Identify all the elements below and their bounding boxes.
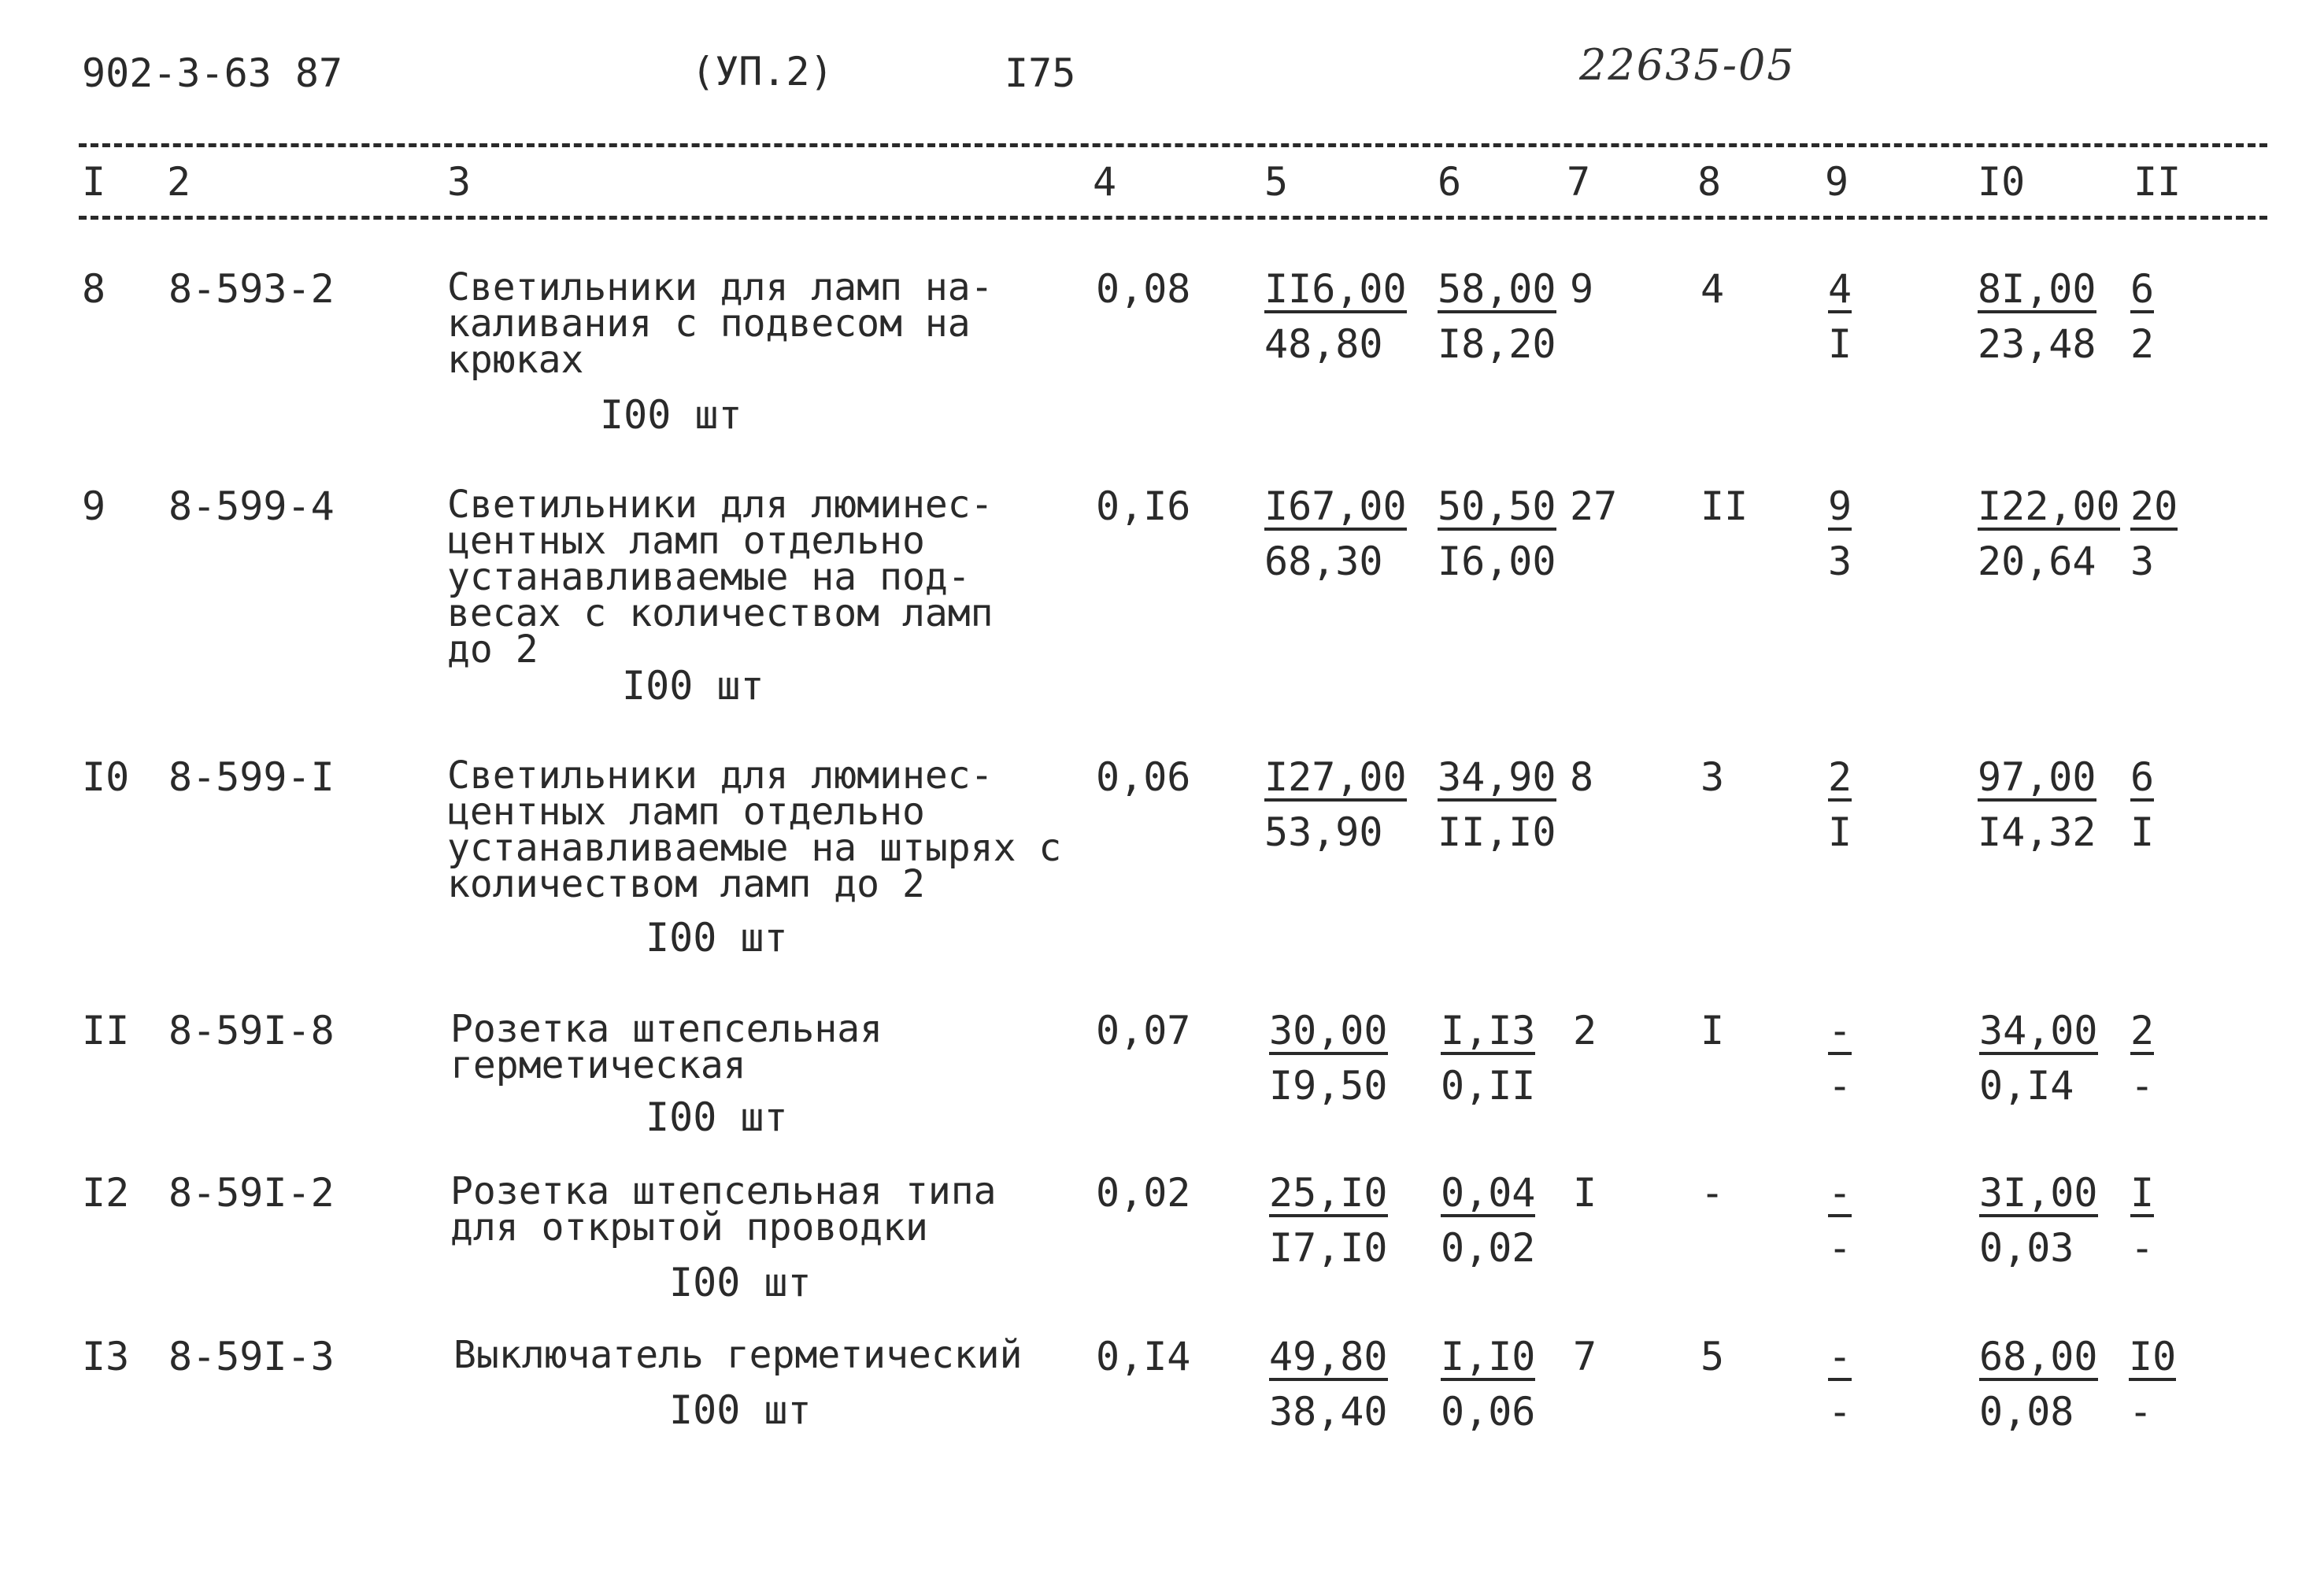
item-unit: I00 шт [669, 1260, 812, 1305]
col6-bottom-value: I6,00 [1438, 539, 1556, 584]
item-description: Светильники для люминес- центных ламп отдельно устанавливаемые на штырях с количеством ламп до 2 [447, 753, 1062, 906]
col7-value: 7 [1573, 1334, 1597, 1379]
col10-bottom-value: I4,32 [1978, 809, 2096, 855]
col10-top-value: 3I,00 [1979, 1170, 2098, 1216]
col10-bottom-value: 23,48 [1978, 321, 2096, 367]
doc-code: 902-3-63 87 [82, 50, 343, 96]
col6-bottom-value: 0,II [1441, 1063, 1536, 1109]
column-number: 3 [447, 159, 472, 205]
sheet-number: 22635-05 [1579, 40, 1796, 90]
col5-bottom-value: 48,80 [1264, 321, 1383, 367]
column-number: 4 [1093, 159, 1117, 205]
quantity: 0,07 [1096, 1008, 1191, 1053]
col7-value: 27 [1570, 483, 1618, 529]
col11-top-value: 6 [2130, 266, 2155, 312]
item-unit: I00 шт [600, 392, 742, 438]
col7-value: 8 [1570, 754, 1594, 800]
row-number: I2 [82, 1170, 130, 1216]
col10-bottom-value: 0,03 [1979, 1225, 2074, 1271]
col9-bottom-value: I [1828, 809, 1852, 855]
quantity: 0,I4 [1096, 1334, 1191, 1379]
item-description: Выключатель герметический [453, 1333, 1023, 1377]
column-number: 7 [1567, 159, 1591, 205]
col11-bottom-value: 3 [2130, 539, 2155, 584]
col7-value: I [1573, 1170, 1597, 1216]
col8-value: 4 [1700, 266, 1725, 312]
col11-top-value: I0 [2129, 1334, 2177, 1379]
col7-value: 9 [1570, 266, 1594, 312]
row-number: I0 [82, 754, 130, 800]
col6-top-value: I,I0 [1441, 1334, 1536, 1379]
column-number: I [82, 159, 106, 205]
col6-top-value: 50,50 [1438, 483, 1556, 529]
col6-bottom-value: 0,06 [1441, 1389, 1536, 1435]
col6-bottom-value: II,I0 [1438, 809, 1556, 855]
col5-bottom-value: I9,50 [1269, 1063, 1388, 1109]
column-number: I0 [1978, 159, 2026, 205]
col9-top-value: - [1828, 1170, 1852, 1216]
item-unit: I00 шт [669, 1387, 812, 1433]
col6-bottom-value: 0,02 [1441, 1225, 1536, 1271]
col6-bottom-value: I8,20 [1438, 321, 1556, 367]
col9-bottom-value: - [1828, 1063, 1852, 1109]
col11-top-value: 20 [2130, 483, 2178, 529]
item-description: Розетка штепсельная герметическая [450, 1007, 883, 1087]
item-unit: I00 шт [646, 915, 788, 961]
column-number: 9 [1825, 159, 1849, 205]
col10-bottom-value: 20,64 [1978, 539, 2096, 584]
col6-top-value: 58,00 [1438, 266, 1556, 312]
col5-bottom-value: 53,90 [1264, 809, 1383, 855]
col11-top-value: I [2130, 1170, 2155, 1216]
column-number: 8 [1697, 159, 1722, 205]
col11-top-value: 2 [2130, 1008, 2155, 1053]
col9-bottom-value: 3 [1828, 539, 1852, 584]
col10-top-value: 34,00 [1979, 1008, 2098, 1053]
rate-code: 8-599-4 [168, 483, 335, 529]
item-description: Светильники для люминес- центных ламп отдельно устанавливаемые на под- весах с количеством ламп до 2 [447, 483, 994, 672]
column-number: 2 [167, 159, 191, 205]
col9-bottom-value: - [1828, 1389, 1852, 1435]
col9-top-value: - [1828, 1008, 1852, 1053]
column-number: 5 [1264, 159, 1289, 205]
col5-top-value: 30,00 [1269, 1008, 1388, 1053]
col8-value: II [1700, 483, 1749, 529]
col5-top-value: I27,00 [1264, 754, 1407, 800]
column-number: II [2133, 159, 2182, 205]
rate-code: 8-59I-3 [168, 1334, 335, 1379]
col7-value: 2 [1573, 1008, 1597, 1053]
row-number: II [82, 1008, 130, 1053]
col10-top-value: I22,00 [1978, 483, 2120, 529]
col9-bottom-value: I [1828, 321, 1852, 367]
col10-bottom-value: 0,I4 [1979, 1063, 2074, 1109]
col6-top-value: 0,04 [1441, 1170, 1536, 1216]
col11-bottom-value: - [2130, 1063, 2155, 1109]
col11-bottom-value: I [2130, 809, 2155, 855]
row-number: I3 [82, 1334, 130, 1379]
header-bottom-rule [79, 216, 2267, 220]
col5-bottom-value: 38,40 [1269, 1389, 1388, 1435]
col6-top-value: 34,90 [1438, 754, 1556, 800]
col5-bottom-value: I7,I0 [1269, 1225, 1388, 1271]
col10-top-value: 97,00 [1978, 754, 2096, 800]
col8-value: I [1700, 1008, 1725, 1053]
col5-bottom-value: 68,30 [1264, 539, 1383, 584]
col5-top-value: I67,00 [1264, 483, 1407, 529]
item-description: Розетка штепсельная типа для открытой проводки [450, 1169, 997, 1250]
album-label: (УП.2) [691, 49, 834, 94]
col9-bottom-value: - [1828, 1225, 1852, 1271]
col9-top-value: - [1828, 1334, 1852, 1379]
column-number: 6 [1438, 159, 1462, 205]
row-number: 9 [82, 483, 106, 529]
col11-bottom-value: 2 [2130, 321, 2155, 367]
col10-top-value: 68,00 [1979, 1334, 2098, 1379]
item-description: Светильники для ламп на- каливания с подвесом на крюках [447, 265, 994, 382]
col8-value: 5 [1700, 1334, 1725, 1379]
col11-bottom-value: - [2130, 1225, 2155, 1271]
page-number: I75 [1005, 50, 1076, 96]
quantity: 0,I6 [1096, 483, 1191, 529]
col11-top-value: 6 [2130, 754, 2155, 800]
row-number: 8 [82, 266, 106, 312]
col9-top-value: 9 [1828, 483, 1852, 529]
col11-bottom-value: - [2129, 1389, 2153, 1435]
col9-top-value: 4 [1828, 266, 1852, 312]
rate-code: 8-599-I [168, 754, 335, 800]
col10-top-value: 8I,00 [1978, 266, 2096, 312]
rate-code: 8-59I-2 [168, 1170, 335, 1216]
quantity: 0,08 [1096, 266, 1191, 312]
col6-top-value: I,I3 [1441, 1008, 1536, 1053]
col5-top-value: 25,I0 [1269, 1170, 1388, 1216]
rate-code: 8-593-2 [168, 266, 335, 312]
item-unit: I00 шт [646, 1094, 788, 1140]
col5-top-value: II6,00 [1264, 266, 1407, 312]
col10-bottom-value: 0,08 [1979, 1389, 2074, 1435]
col8-value: - [1700, 1170, 1725, 1216]
col8-value: 3 [1700, 754, 1725, 800]
header-top-rule [79, 143, 2267, 147]
rate-code: 8-59I-8 [168, 1008, 335, 1053]
quantity: 0,06 [1096, 754, 1191, 800]
col9-top-value: 2 [1828, 754, 1852, 800]
quantity: 0,02 [1096, 1170, 1191, 1216]
item-unit: I00 шт [622, 663, 764, 709]
col5-top-value: 49,80 [1269, 1334, 1388, 1379]
